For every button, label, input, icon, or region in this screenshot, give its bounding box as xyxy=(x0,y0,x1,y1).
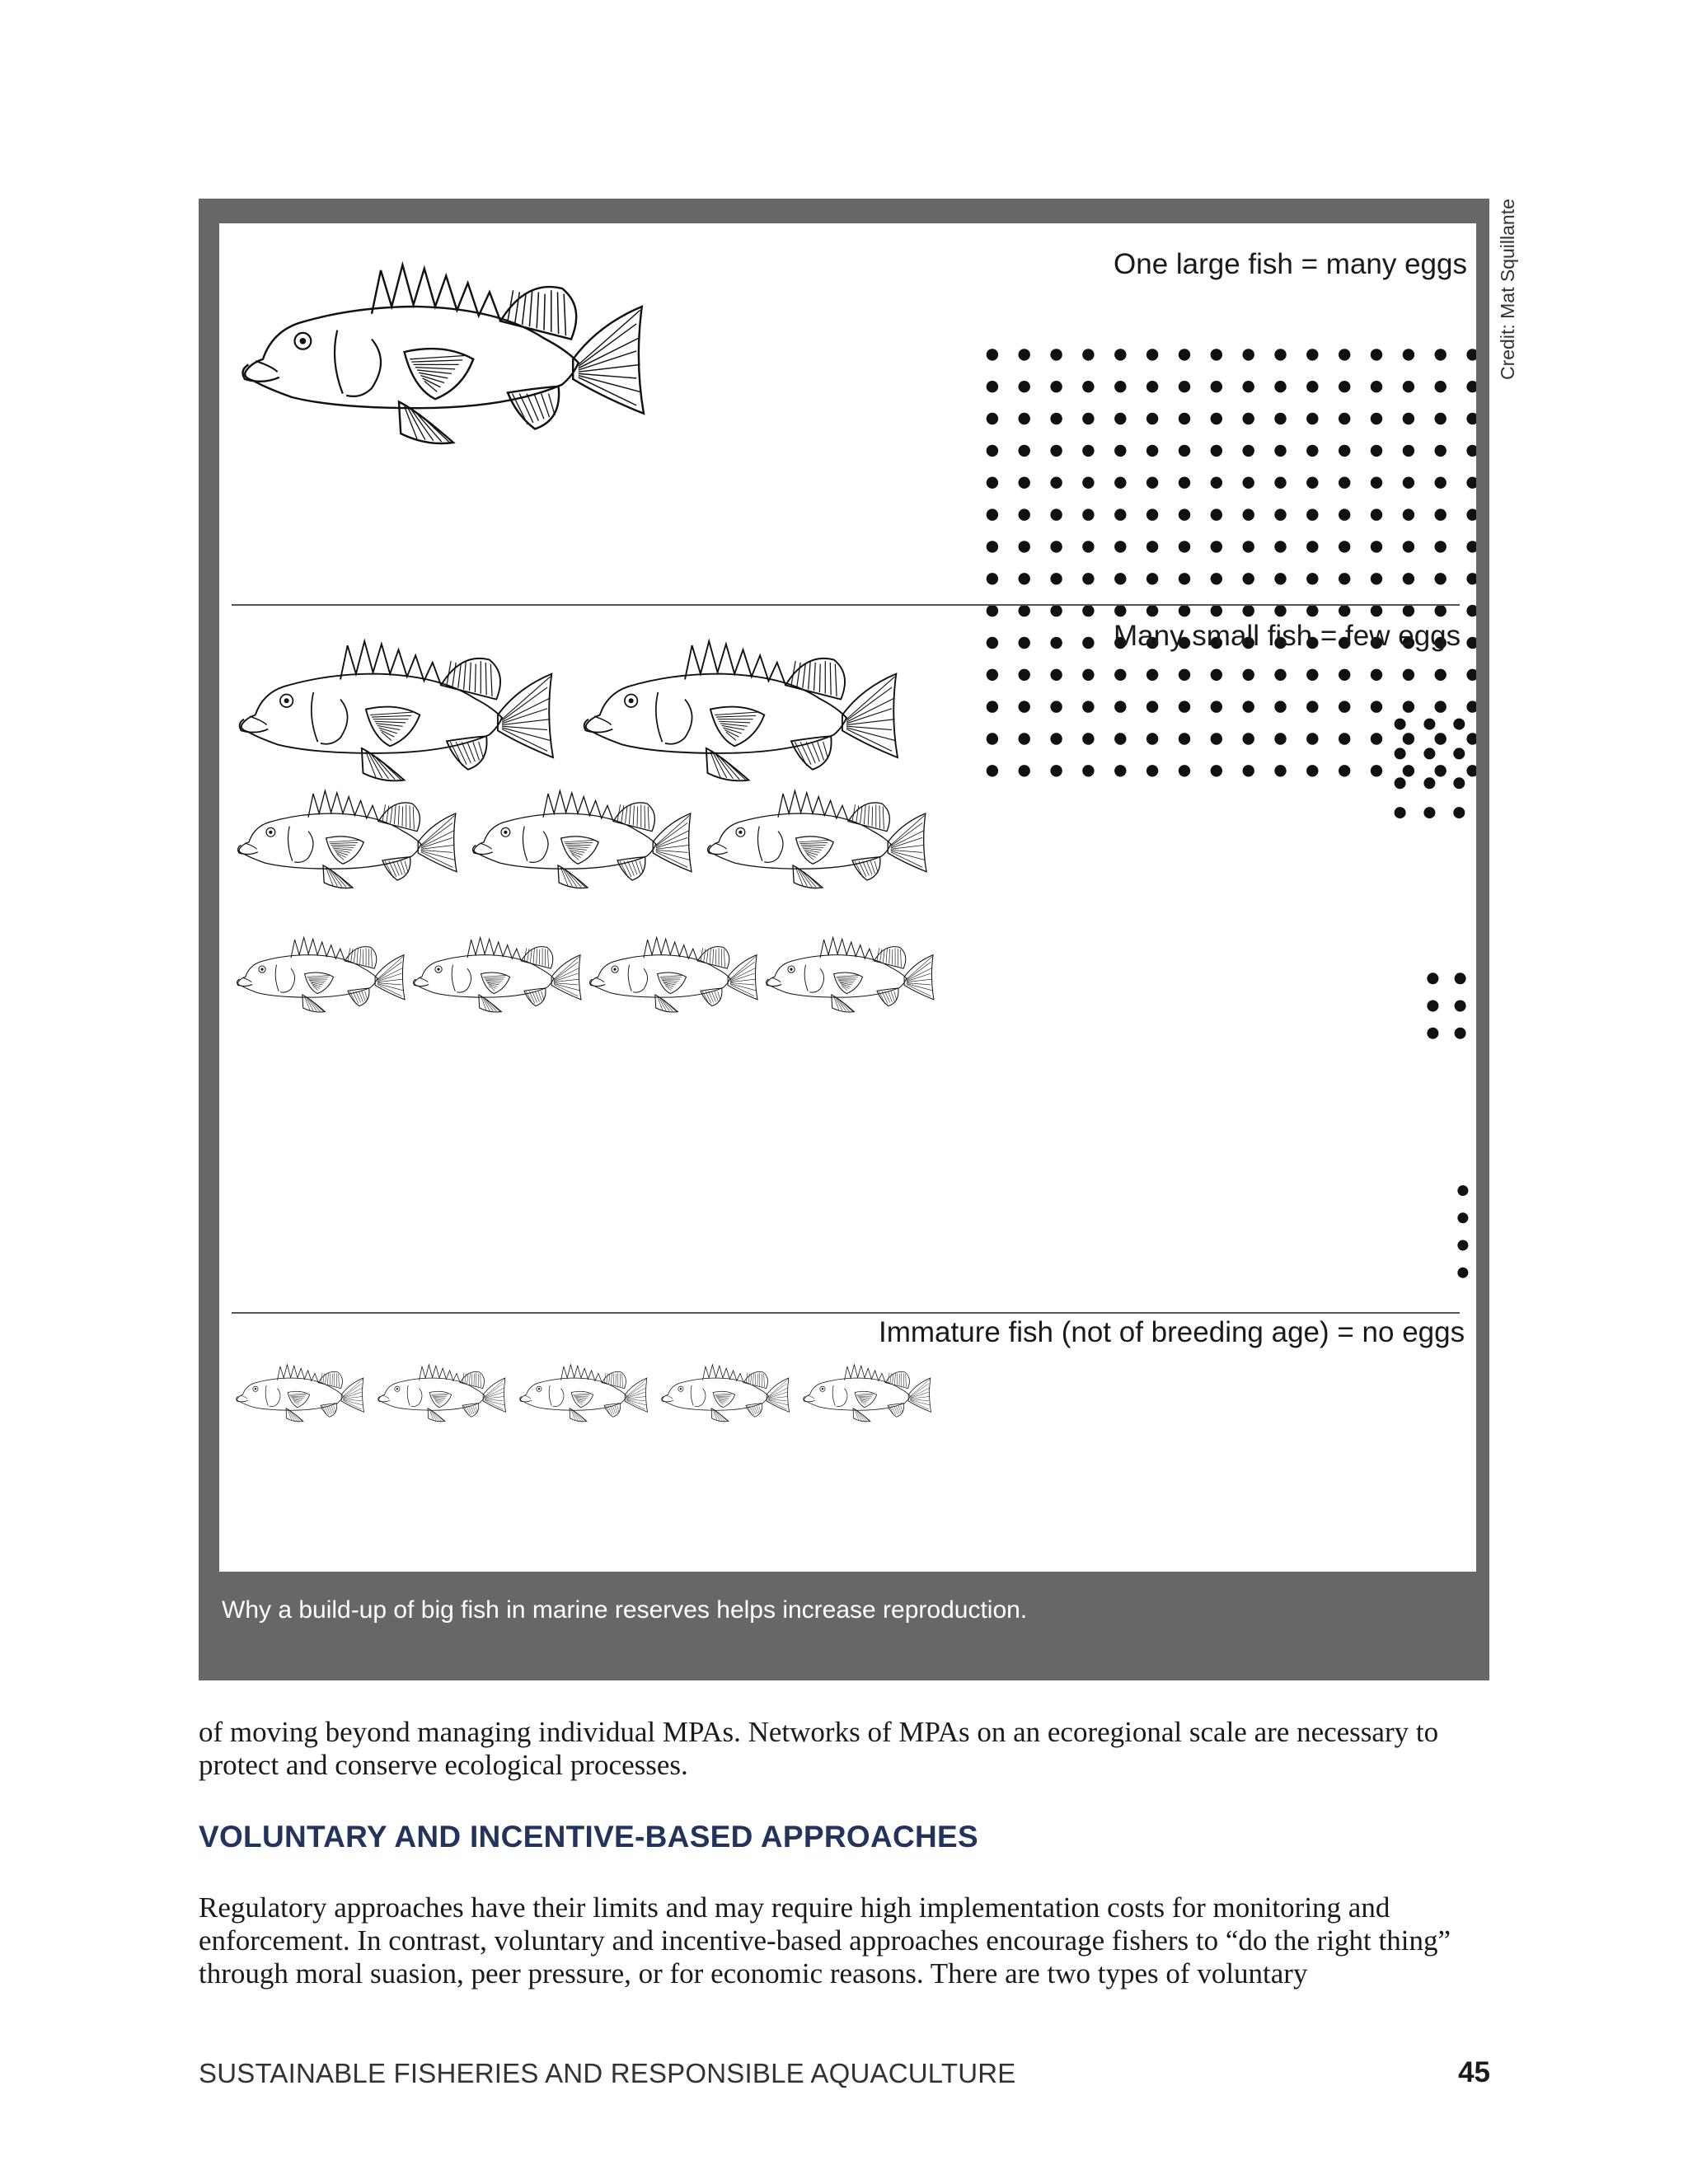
egg-row1 xyxy=(1243,733,1254,744)
egg-row1 xyxy=(1243,509,1254,520)
egg-row1 xyxy=(1306,765,1318,776)
egg-row1 xyxy=(1114,477,1126,489)
egg-row1 xyxy=(987,637,998,649)
egg-row1 xyxy=(1435,605,1447,616)
egg-row1 xyxy=(1114,733,1126,744)
egg-row2 xyxy=(1395,719,1406,730)
egg-row1 xyxy=(1179,669,1190,681)
egg-row1 xyxy=(1050,733,1062,744)
egg-row1 xyxy=(1243,445,1254,457)
egg-row1 xyxy=(1339,413,1350,424)
egg-row1 xyxy=(1306,541,1318,552)
egg-row1 xyxy=(1466,541,1476,552)
egg-row1 xyxy=(1274,509,1286,520)
egg-row1 xyxy=(1403,509,1414,520)
egg-row1 xyxy=(987,605,998,616)
row-label-small-fish: Many small fish = few eggs xyxy=(1114,620,1461,652)
egg-row1 xyxy=(1306,701,1318,712)
egg-row1 xyxy=(1243,541,1254,552)
egg-row1 xyxy=(1403,477,1414,489)
egg-row1 xyxy=(1243,413,1254,424)
egg-row3 xyxy=(1427,1028,1438,1039)
egg-row1 xyxy=(1466,701,1476,712)
egg-row1 xyxy=(1114,445,1126,457)
fish-row4-1 xyxy=(237,937,405,1012)
egg-row1 xyxy=(987,573,998,584)
egg-row1 xyxy=(1082,381,1094,392)
egg-row1 xyxy=(1114,605,1126,616)
egg-row1 xyxy=(1211,509,1222,520)
egg-row2 xyxy=(1423,777,1435,789)
egg-row1 xyxy=(1403,701,1414,712)
egg-row4 xyxy=(1457,1185,1468,1196)
fish-row4-3 xyxy=(590,937,757,1012)
egg-row4 xyxy=(1457,1240,1468,1251)
egg-row1 xyxy=(1403,349,1414,360)
egg-row1 xyxy=(1435,509,1447,520)
egg-row1 xyxy=(1466,733,1476,744)
footer-title: SUSTAINABLE FISHERIES AND RESPONSIBLE AQUACULTURE xyxy=(199,2058,1016,2088)
egg-row1 xyxy=(1211,349,1222,360)
egg-row1 xyxy=(1019,765,1030,776)
egg-row1 xyxy=(1339,669,1350,681)
egg-row1 xyxy=(1435,477,1447,489)
egg-row1 xyxy=(1403,669,1414,681)
figure-panel xyxy=(219,223,1476,1572)
egg-row1 xyxy=(1339,381,1350,392)
egg-row1 xyxy=(1403,413,1414,424)
egg-row1 xyxy=(1274,701,1286,712)
egg-row3 xyxy=(1427,972,1438,984)
egg-row1 xyxy=(1019,733,1030,744)
egg-row1 xyxy=(1371,349,1382,360)
egg-row1 xyxy=(1274,573,1286,584)
egg-row1 xyxy=(1466,573,1476,584)
egg-row1 xyxy=(1082,637,1094,649)
egg-row1 xyxy=(1082,413,1094,424)
egg-row1 xyxy=(1466,477,1476,489)
egg-row1 xyxy=(1466,509,1476,520)
egg-row1 xyxy=(1019,509,1030,520)
row-label-immature-fish: Immature fish (not of breeding age) = no eggs xyxy=(879,1316,1465,1348)
egg-row1 xyxy=(1050,413,1062,424)
egg-row1 xyxy=(1306,349,1318,360)
egg-row1 xyxy=(1274,349,1286,360)
egg-row1 xyxy=(1179,381,1190,392)
egg-row1 xyxy=(1339,765,1350,776)
egg-row1 xyxy=(1082,541,1094,552)
fish-row5-5 xyxy=(804,1365,931,1422)
egg-row1 xyxy=(1243,381,1254,392)
fish-row4-2 xyxy=(414,937,581,1012)
egg-row1 xyxy=(1050,541,1062,552)
egg-row1 xyxy=(1179,701,1190,712)
egg-row1 xyxy=(987,349,998,360)
egg-row1 xyxy=(987,477,998,489)
egg-row1 xyxy=(1466,605,1476,616)
egg-row1 xyxy=(1050,637,1062,649)
egg-row2 xyxy=(1423,748,1435,759)
row-label-large-fish: One large fish = many eggs xyxy=(1114,248,1467,280)
egg-row1 xyxy=(1435,381,1447,392)
egg-row1 xyxy=(1114,349,1126,360)
egg-row1 xyxy=(1082,477,1094,489)
egg-row1 xyxy=(1371,509,1382,520)
egg-row1 xyxy=(1243,477,1254,489)
egg-row1 xyxy=(1435,541,1447,552)
egg-row1 xyxy=(1274,477,1286,489)
fish-illustration xyxy=(219,223,1476,1572)
egg-row1 xyxy=(1466,349,1476,360)
egg-row1 xyxy=(1082,573,1094,584)
section-heading: VOLUNTARY AND INCENTIVE-BASED APPROACHES xyxy=(199,1820,978,1854)
fish-row3-1 xyxy=(238,790,457,888)
egg-row1 xyxy=(1146,605,1158,616)
divider-2 xyxy=(232,1312,1460,1314)
egg-row1 xyxy=(1019,605,1030,616)
egg-row2 xyxy=(1423,719,1435,730)
egg-row1 xyxy=(1435,445,1447,457)
egg-row1 xyxy=(1114,573,1126,584)
egg-row2 xyxy=(1395,777,1406,789)
fish-row2-1 xyxy=(240,641,553,780)
egg-row1 xyxy=(1019,669,1030,681)
fish-row3-3 xyxy=(708,790,926,888)
egg-row1 xyxy=(1179,733,1190,744)
egg-row1 xyxy=(1243,701,1254,712)
egg-row1 xyxy=(1466,381,1476,392)
egg-row1 xyxy=(1371,541,1382,552)
fish-row5-2 xyxy=(378,1365,506,1422)
egg-row1 xyxy=(1019,413,1030,424)
egg-row1 xyxy=(1114,765,1126,776)
egg-row1 xyxy=(1274,669,1286,681)
egg-row3 xyxy=(1455,1028,1466,1039)
egg-row1 xyxy=(1371,413,1382,424)
egg-row1 xyxy=(1082,765,1094,776)
egg-row1 xyxy=(1371,765,1382,776)
egg-row1 xyxy=(1274,445,1286,457)
egg-row1 xyxy=(1211,701,1222,712)
egg-row1 xyxy=(1339,701,1350,712)
egg-row1 xyxy=(1146,477,1158,489)
fish-row5-4 xyxy=(662,1365,790,1422)
egg-row1 xyxy=(1082,701,1094,712)
egg-row1 xyxy=(1371,445,1382,457)
egg-row1 xyxy=(1274,413,1286,424)
egg-row1 xyxy=(1211,733,1222,744)
egg-row1 xyxy=(1019,477,1030,489)
fish-row5-3 xyxy=(520,1365,648,1422)
egg-row1 xyxy=(1050,381,1062,392)
egg-row1 xyxy=(1274,605,1286,616)
egg-row1 xyxy=(1211,477,1222,489)
egg-row1 xyxy=(1179,477,1190,489)
egg-row1 xyxy=(1146,509,1158,520)
egg-row1 xyxy=(987,509,998,520)
egg-row1 xyxy=(1146,541,1158,552)
fish-row2-2 xyxy=(584,641,898,780)
photo-credit-text: Credit: Mat Squillante xyxy=(1497,199,1518,380)
egg-row1 xyxy=(1114,381,1126,392)
egg-row1 xyxy=(1019,701,1030,712)
egg-row1 xyxy=(1339,541,1350,552)
egg-row1 xyxy=(1179,509,1190,520)
egg-row1 xyxy=(1435,349,1447,360)
egg-row2 xyxy=(1453,719,1465,730)
egg-row1 xyxy=(1146,349,1158,360)
egg-row1 xyxy=(1306,509,1318,520)
egg-row1 xyxy=(1019,637,1030,649)
egg-row1 xyxy=(1243,605,1254,616)
fish-row3-2 xyxy=(473,790,692,888)
egg-row1 xyxy=(1082,669,1094,681)
egg-row1 xyxy=(1339,605,1350,616)
egg-row1 xyxy=(1403,381,1414,392)
egg-row1 xyxy=(1243,573,1254,584)
egg-row1 xyxy=(1339,573,1350,584)
egg-row1 xyxy=(1146,701,1158,712)
egg-row1 xyxy=(1082,349,1094,360)
egg-row1 xyxy=(1274,765,1286,776)
egg-row1 xyxy=(1274,733,1286,744)
egg-row1 xyxy=(1114,701,1126,712)
egg-row1 xyxy=(1211,541,1222,552)
egg-row1 xyxy=(1146,413,1158,424)
egg-row1 xyxy=(1179,765,1190,776)
egg-row3 xyxy=(1455,1001,1466,1012)
egg-row1 xyxy=(1339,477,1350,489)
egg-row1 xyxy=(1306,445,1318,457)
egg-row1 xyxy=(1243,349,1254,360)
egg-row1 xyxy=(1211,413,1222,424)
egg-row1 xyxy=(1211,573,1222,584)
egg-row1 xyxy=(1082,605,1094,616)
egg-row1 xyxy=(1050,669,1062,681)
fish-row5-1 xyxy=(237,1365,364,1422)
egg-row1 xyxy=(1371,701,1382,712)
egg-row1 xyxy=(1306,669,1318,681)
egg-row1 xyxy=(1435,733,1447,744)
egg-row1 xyxy=(1306,381,1318,392)
body-paragraph-1: of moving beyond managing individual MPAs. Networks of MPAs on an ecoregional scale are necessary to protect and conserve ecological processes. xyxy=(199,1716,1439,1781)
egg-row1 xyxy=(987,381,998,392)
egg-row1 xyxy=(1114,669,1126,681)
egg-row1 xyxy=(1211,669,1222,681)
egg-row1 xyxy=(1050,573,1062,584)
egg-row1 xyxy=(1179,445,1190,457)
egg-row1 xyxy=(1019,381,1030,392)
egg-row1 xyxy=(1466,765,1476,776)
egg-row1 xyxy=(1019,541,1030,552)
egg-row1 xyxy=(1466,445,1476,457)
egg-row1 xyxy=(1146,445,1158,457)
egg-row1 xyxy=(1082,733,1094,744)
egg-row1 xyxy=(1179,541,1190,552)
egg-row1 xyxy=(1306,413,1318,424)
egg-row1 xyxy=(1435,701,1447,712)
figure-frame xyxy=(199,199,1489,1680)
egg-row1 xyxy=(1371,669,1382,681)
egg-row1 xyxy=(1306,733,1318,744)
egg-row1 xyxy=(1082,509,1094,520)
egg-row1 xyxy=(1306,605,1318,616)
egg-row1 xyxy=(1466,637,1476,649)
photo-credit xyxy=(1493,199,1523,380)
egg-row1 xyxy=(1211,381,1222,392)
egg-row2 xyxy=(1423,807,1435,818)
egg-row1 xyxy=(1019,445,1030,457)
egg-row1 xyxy=(1050,509,1062,520)
egg-row2 xyxy=(1395,807,1406,818)
egg-row3 xyxy=(1455,972,1466,984)
egg-row1 xyxy=(1339,733,1350,744)
egg-row1 xyxy=(1179,573,1190,584)
egg-row4 xyxy=(1457,1268,1468,1278)
figure-caption: Why a build-up of big fish in marine reserves helps increase reproduction. xyxy=(222,1596,1028,1624)
egg-row1 xyxy=(1179,605,1190,616)
fish-row4-4 xyxy=(767,937,934,1012)
egg-row1 xyxy=(1082,445,1094,457)
egg-row1 xyxy=(1050,349,1062,360)
fish-row1-1 xyxy=(243,265,644,443)
egg-row1 xyxy=(987,445,998,457)
egg-row1 xyxy=(1339,445,1350,457)
egg-row1 xyxy=(1371,477,1382,489)
egg-row1 xyxy=(1339,349,1350,360)
egg-row1 xyxy=(1371,381,1382,392)
body-paragraph-2: Regulatory approaches have their limits and may require high implementation costs for monitoring and enforcement. In contrast, voluntary and incentive-based approaches encourage fishers to “do the right thing” through moral suasion, peer pressure, or for economic reasons. There are two types of voluntary xyxy=(199,1891,1451,1990)
egg-row1 xyxy=(1306,477,1318,489)
egg-row1 xyxy=(1146,381,1158,392)
egg-row1 xyxy=(1179,413,1190,424)
egg-row1 xyxy=(987,765,998,776)
egg-row1 xyxy=(1371,573,1382,584)
egg-row1 xyxy=(1211,765,1222,776)
egg-row1 xyxy=(1371,605,1382,616)
egg-row1 xyxy=(1050,605,1062,616)
egg-row1 xyxy=(1146,765,1158,776)
egg-row1 xyxy=(1435,765,1447,776)
egg-row1 xyxy=(1403,573,1414,584)
egg-row1 xyxy=(1211,605,1222,616)
egg-row1 xyxy=(987,733,998,744)
egg-row1 xyxy=(1114,541,1126,552)
egg-row4 xyxy=(1457,1212,1468,1223)
egg-row1 xyxy=(1371,733,1382,744)
egg-row1 xyxy=(1019,573,1030,584)
egg-row1 xyxy=(1146,733,1158,744)
egg-row1 xyxy=(1435,573,1447,584)
egg-row1 xyxy=(987,669,998,681)
egg-row1 xyxy=(1403,605,1414,616)
egg-row3 xyxy=(1427,1001,1438,1012)
egg-row1 xyxy=(1435,669,1447,681)
egg-row1 xyxy=(1243,669,1254,681)
egg-row1 xyxy=(1274,381,1286,392)
egg-row1 xyxy=(1114,509,1126,520)
egg-row1 xyxy=(1146,573,1158,584)
egg-row1 xyxy=(1403,733,1414,744)
egg-row1 xyxy=(1146,669,1158,681)
egg-row1 xyxy=(1050,765,1062,776)
egg-row2 xyxy=(1395,748,1406,759)
egg-row1 xyxy=(987,541,998,552)
egg-row1 xyxy=(1435,413,1447,424)
egg-row1 xyxy=(1019,349,1030,360)
egg-row1 xyxy=(1050,445,1062,457)
egg-row1 xyxy=(1466,413,1476,424)
egg-row1 xyxy=(1114,413,1126,424)
egg-row1 xyxy=(1050,701,1062,712)
egg-row2 xyxy=(1453,748,1465,759)
page-number: 45 xyxy=(1458,2056,1490,2088)
egg-row1 xyxy=(1050,477,1062,489)
egg-row1 xyxy=(1179,349,1190,360)
egg-row1 xyxy=(1274,541,1286,552)
egg-row1 xyxy=(987,701,998,712)
egg-row1 xyxy=(1306,573,1318,584)
divider-1 xyxy=(232,604,1460,606)
egg-row1 xyxy=(1403,541,1414,552)
egg-row2 xyxy=(1453,777,1465,789)
egg-row2 xyxy=(1453,807,1465,818)
egg-row1 xyxy=(1403,445,1414,457)
egg-row1 xyxy=(1243,765,1254,776)
egg-row1 xyxy=(987,413,998,424)
egg-row1 xyxy=(1466,669,1476,681)
egg-row1 xyxy=(1211,445,1222,457)
egg-row1 xyxy=(1339,509,1350,520)
egg-row1 xyxy=(1403,765,1414,776)
